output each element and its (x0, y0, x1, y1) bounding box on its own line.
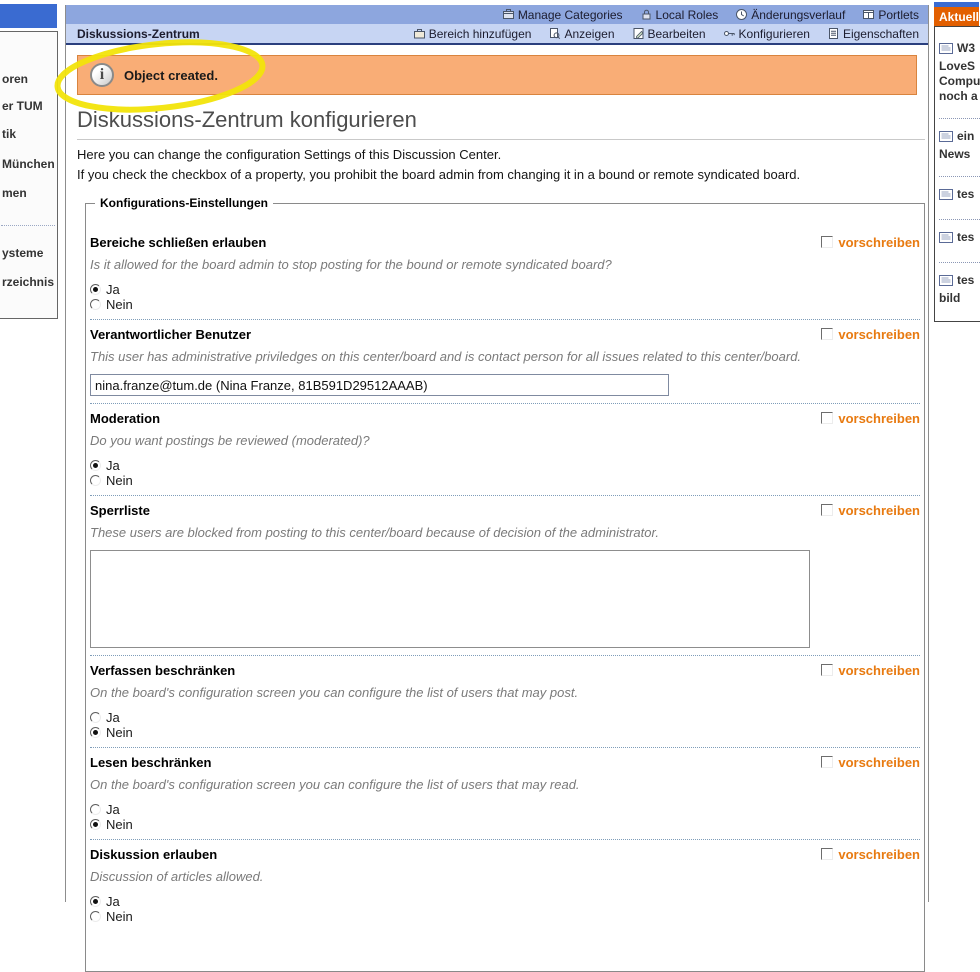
page-title: Diskussions-Zentrum konfigurieren (77, 107, 925, 140)
field-lesen-beschraenken (90, 748, 920, 840)
status-message-banner (77, 55, 917, 95)
add-area-button[interactable] (413, 27, 532, 41)
field-description: On the board's configuration screen you can configure the list of users that may post. (90, 685, 579, 700)
edit-button[interactable] (632, 27, 706, 41)
field-description: These users are blocked from posting to this center/board because of decision of the administrator. (90, 525, 659, 540)
sidebar-item[interactable]: oren (2, 72, 29, 86)
vorschreiben-control (821, 411, 920, 426)
toolbar-label: Eigenschaften (842, 26, 919, 41)
field-description: Discussion of articles allowed. (90, 869, 264, 884)
portlets-button[interactable] (862, 8, 919, 22)
field-description: This user has administrative priviledges on this center/board and is contact person for all issues related to this center/board. (90, 349, 802, 364)
vorschreiben-control (821, 663, 920, 678)
toolbar-label: Konfigurieren (738, 26, 810, 41)
toolbar-label: Änderungsverlauf (751, 7, 846, 22)
sidebar-item[interactable]: men (2, 186, 27, 200)
vorschreiben-control (821, 235, 920, 250)
field-description: On the board's configuration screen you can configure the list of users that may read. (90, 777, 580, 792)
news-page-icon (939, 230, 953, 248)
radio-group (90, 802, 920, 832)
radio-group (90, 710, 920, 740)
field-description: Is it allowed for the board admin to stop posting for the bound or remote syndicated board? (90, 257, 612, 272)
news-item[interactable] (939, 228, 980, 258)
news-item[interactable] (939, 39, 980, 114)
field-label: Moderation (90, 410, 161, 426)
configure-key-icon (723, 27, 736, 40)
view-button[interactable] (548, 27, 614, 41)
vorschreiben-label: vorschreiben (838, 410, 920, 426)
top-action-bar (66, 5, 928, 24)
configuration-settings-fieldset (85, 196, 925, 972)
news-divider (939, 118, 980, 119)
properties-icon (827, 27, 840, 40)
radio-label-nein: Nein (106, 297, 133, 312)
news-item-title: LoveS (939, 59, 976, 73)
news-panel-title: Aktuell (939, 9, 980, 24)
field-label: Sperrliste (90, 502, 150, 518)
news-divider (939, 219, 980, 220)
field-label: Verfassen beschränken (90, 662, 236, 678)
vorschreiben-control (821, 503, 920, 518)
news-item-title: noch a (939, 89, 978, 103)
radio-label-ja: Ja (106, 802, 120, 817)
configure-button[interactable] (723, 27, 810, 41)
news-item-title: ein (957, 129, 975, 143)
toolbar-label: Portlets (878, 7, 919, 22)
sidebar-item[interactable]: tik (2, 127, 17, 141)
vorschreiben-checkbox[interactable] (821, 328, 833, 340)
change-history-button[interactable] (735, 8, 845, 22)
radio-label-nein: Nein (106, 725, 133, 740)
portlets-icon (862, 8, 875, 21)
toolbar-label: Bereich hinzufügen (428, 26, 532, 41)
radio-group (90, 458, 920, 488)
lock-icon (640, 8, 653, 21)
sidebar-item[interactable]: er TUM (2, 99, 43, 113)
vorschreiben-label: vorschreiben (838, 846, 920, 862)
news-item-title: tes (957, 230, 975, 244)
news-item-title: W3 (957, 41, 975, 55)
field-description: Do you want postings be reviewed (moderated)? (90, 433, 370, 448)
vorschreiben-control (821, 755, 920, 770)
info-icon: i (90, 63, 114, 87)
vorschreiben-checkbox[interactable] (821, 504, 833, 516)
vorschreiben-label: vorschreiben (838, 234, 920, 250)
toolbar-label: Local Roles (655, 7, 719, 22)
radio-label-nein: Nein (106, 473, 133, 488)
intro-text-2: If you check the checkbox of a property, you prohibit the board admin from changing it in a bound or remote syndicated board. (77, 167, 801, 182)
field-moderation (90, 404, 920, 496)
news-item-title: Compu (939, 74, 980, 88)
radio-ja[interactable] (90, 896, 101, 907)
radio-label-nein: Nein (106, 909, 133, 924)
news-page-icon (939, 273, 953, 291)
news-panel-header (934, 7, 979, 26)
radio-ja[interactable] (90, 284, 101, 295)
news-item[interactable] (939, 127, 980, 172)
sidebar-item[interactable]: ysteme (2, 246, 44, 260)
sidebar-item[interactable]: München (2, 157, 55, 171)
history-clock-icon (735, 8, 748, 21)
radio-nein[interactable] (90, 475, 101, 486)
news-page-icon (939, 129, 953, 147)
radio-label-ja: Ja (106, 282, 120, 297)
field-bereiche-schliessen (90, 228, 920, 320)
field-label: Verantwortlicher Benutzer (90, 326, 252, 342)
field-verantwortlicher-benutzer (90, 320, 920, 404)
view-icon (548, 27, 561, 40)
fieldset-legend: Konfigurations-Einstellungen (100, 196, 268, 210)
add-area-icon (413, 27, 426, 40)
toolbar-label: Anzeigen (564, 26, 615, 41)
vorschreiben-checkbox[interactable] (821, 412, 833, 424)
vorschreiben-label: vorschreiben (838, 662, 920, 678)
news-item-title: tes (957, 187, 975, 201)
sidebar-item[interactable]: rzeichnis (2, 275, 55, 289)
radio-ja[interactable] (90, 712, 101, 723)
vorschreiben-label: vorschreiben (838, 754, 920, 770)
radio-label-ja: Ja (106, 894, 120, 909)
news-item-title: News (939, 147, 971, 161)
radio-label-ja: Ja (106, 458, 120, 473)
categories-icon (502, 8, 515, 21)
toolbar-label: Manage Categories (517, 7, 623, 22)
field-label: Diskussion erlauben (90, 846, 218, 862)
vorschreiben-label: vorschreiben (838, 326, 920, 342)
radio-nein[interactable] (90, 727, 101, 738)
news-item-title: bild (939, 291, 961, 305)
news-divider (939, 262, 980, 263)
vorschreiben-checkbox[interactable] (821, 664, 833, 676)
radio-nein[interactable] (90, 911, 101, 922)
top-left-blue-fragment (0, 4, 57, 28)
vorschreiben-control (821, 327, 920, 342)
field-sperrliste (90, 496, 920, 656)
news-page-icon (939, 187, 953, 205)
news-divider (939, 176, 980, 177)
edit-icon (632, 27, 645, 40)
local-roles-button[interactable] (640, 8, 719, 22)
sidebar-divider (1, 225, 55, 226)
field-diskussion-erlauben (90, 840, 920, 931)
vorschreiben-label: vorschreiben (838, 502, 920, 518)
field-verfassen-beschraenken (90, 656, 920, 748)
radio-group (90, 894, 920, 924)
news-item-title: tes (957, 273, 975, 287)
radio-ja[interactable] (90, 460, 101, 471)
intro-text-1: Here you can change the configuration Settings of this Discussion Center. (77, 147, 502, 162)
context-title: Diskussions-Zentrum (77, 26, 200, 41)
news-item[interactable] (939, 185, 980, 215)
radio-nein[interactable] (90, 299, 101, 310)
status-message-text: Object created. (124, 67, 218, 83)
manage-categories-button[interactable] (502, 8, 623, 22)
toolbar-label: Bearbeiten (647, 26, 706, 41)
radio-group (90, 282, 920, 312)
news-item[interactable] (939, 271, 980, 316)
vorschreiben-checkbox[interactable] (821, 848, 833, 860)
blocked-users-textarea[interactable] (90, 550, 810, 648)
properties-button[interactable] (827, 27, 919, 41)
main-content-area (65, 5, 929, 924)
radio-nein[interactable] (90, 819, 101, 830)
news-page-icon (939, 41, 953, 59)
radio-label-ja: Ja (106, 710, 120, 725)
field-label: Lesen beschränken (90, 754, 212, 770)
context-tab-bar (66, 24, 928, 45)
radio-ja[interactable] (90, 804, 101, 815)
vorschreiben-checkbox[interactable] (821, 756, 833, 768)
vorschreiben-control (821, 847, 920, 862)
vorschreiben-checkbox[interactable] (821, 236, 833, 248)
field-label: Bereiche schließen erlauben (90, 234, 267, 250)
left-navigation-sidebar (0, 31, 58, 319)
news-panel (934, 26, 980, 322)
radio-label-nein: Nein (106, 817, 133, 832)
responsible-user-input[interactable] (90, 374, 669, 396)
